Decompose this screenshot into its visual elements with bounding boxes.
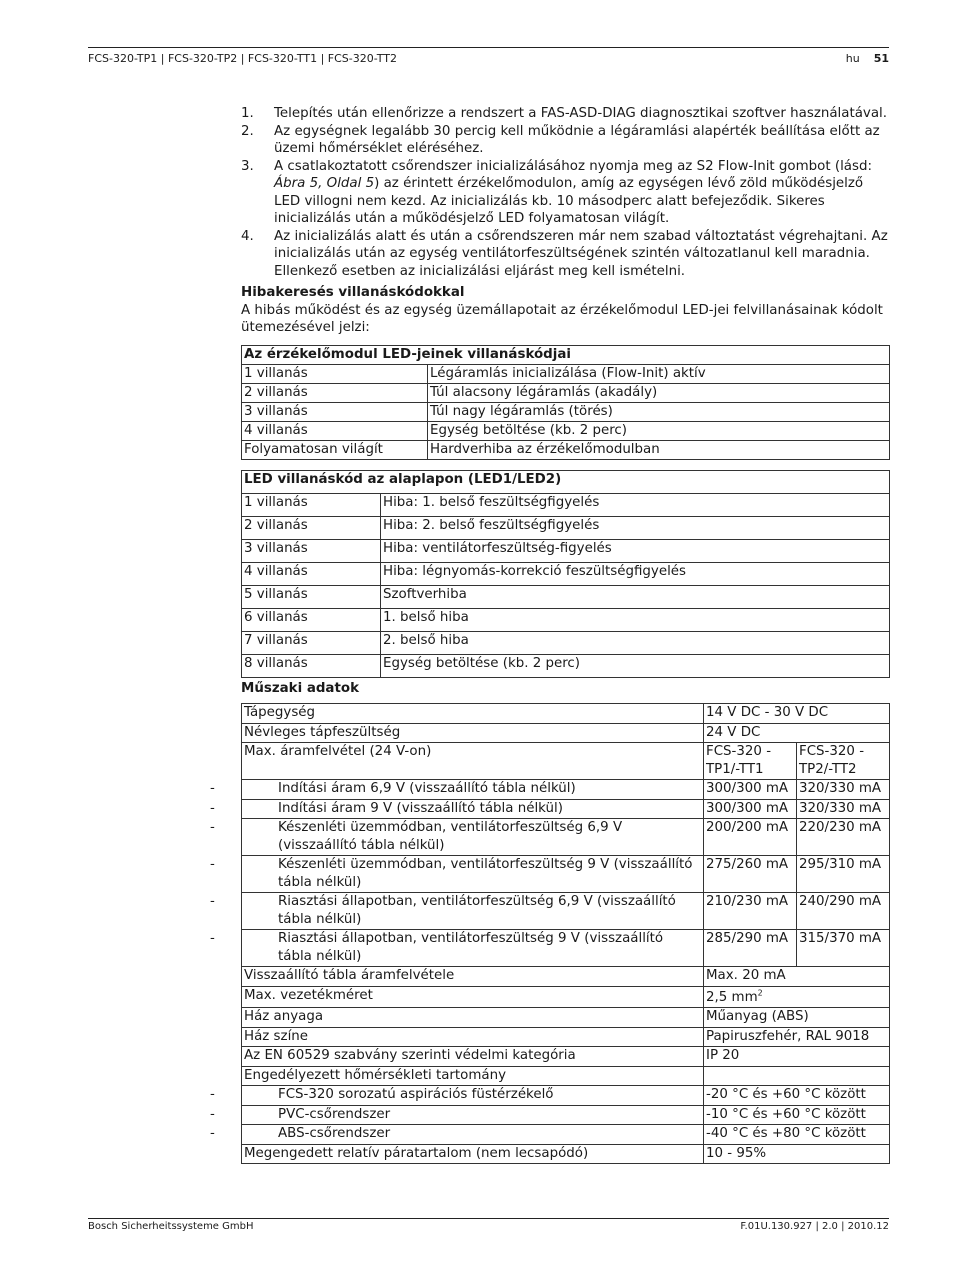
mainboard-led-table [241,470,890,678]
table-row: Tápegység 14 V DC - 30 V DC [242,704,890,724]
page-content [210,105,890,1164]
table-row: Visszaállító tábla áramfelvétele Max. 20 mA [242,967,890,987]
table-row: 8 villanás Egység betöltése (kb. 2 perc) [242,654,890,677]
footer-docref: F.01U.130.927 | 2.0 | 2010.12 [740,1221,889,1232]
table-row: - ABS-csőrendszer -40 °C és +80 °C között [242,1125,890,1145]
table-row: Névleges tápfeszültség 24 V DC [242,723,890,743]
table-row: Engedélyezett hőmérsékleti tartomány [242,1066,890,1086]
table-title: Az érzékelőmodul LED-jeinek villanáskódjai [242,345,890,364]
table-row: 7 villanás 2. belső hiba [242,631,890,654]
header-lang: hu [845,52,860,65]
list-item: 4. Az inicializálás alatt és után a csőrendszeren már nem szabad változtatást végrehajtani. Az inicializálás után az egység ventilátorfeszültségének szintén változatlanul kell maradnia. Ellenkező esetben az inicializálási eljárást meg kell ismételni. [241,228,888,279]
table-row: - Riasztási állapotban, ventilátorfeszültség 9 V (visszaállító tábla nélkül) 285/290 mA 315/370 mA [242,930,890,967]
table-row [242,345,890,364]
list-item: 3. A csatlakoztatott csőrendszer inicializálásához nyomja meg az S2 Flow-Init gombot (lásd: Ábra 5, Oldal 5) az érintett érzékelőmodulon, amíg az egységen lévő zöld működésjelző LED villogni nem kezd. Az inicializálás kb. 10 másodperc alatt befejeződik. Sikeres inicializálás után a működésjelző LED folyamatosan világít. [241,158,873,226]
table-row: - Indítási áram 9 V (visszaállító tábla nélkül) 300/300 mA 320/330 mA [242,799,890,819]
table-row: Az EN 60529 szabvány szerinti védelmi kategória IP 20 [242,1047,890,1067]
table-row: 3 villanás Hiba: ventilátorfeszültség-figyelés [242,539,890,562]
table-row: - Indítási áram 6,9 V (visszaállító tábla nélkül) 300/300 mA 320/330 mA [242,780,890,800]
table-row: 1 villanás Hiba: 1. belső feszültségfigyelés [242,493,890,516]
footer-company: Bosch Sicherheitssysteme GmbH [88,1221,254,1232]
table-row [242,470,890,493]
table-row: - Készenléti üzemmódban, ventilátorfeszültség 9 V (visszaállító tábla nélkül) 275/260 mA 295/310 mA [242,856,890,893]
table-row: 6 villanás 1. belső hiba [242,608,890,631]
section-heading: Műszaki adatok [241,680,359,696]
footer-rule [88,1218,889,1219]
page-header [88,52,889,66]
table-row: Max. áramfelvétel (24 V-on) FCS-320 -TP1/-TT1 FCS-320 -TP2/-TT2 [242,743,890,780]
table-row: 5 villanás Szoftverhiba [242,585,890,608]
table-row: 3 villanás Túl nagy légáramlás (törés) [242,402,890,421]
figure-reference: Ábra 5, Oldal 5 [274,176,375,191]
table-row: - Riasztási állapotban, ventilátorfeszültség 6,9 V (visszaállító tábla nélkül) 210/230 mA 240/290 mA [242,893,890,930]
section-heading: Hibakeresés villanáskódokkal [241,285,465,300]
table-row: Ház színe Papiruszfehér, RAL 9018 [242,1027,890,1047]
header-models: FCS-320-TP1 | FCS-320-TP2 | FCS-320-TT1 | FCS-320-TT2 [88,52,397,65]
table-row: 2 villanás Hiba: 2. belső feszültségfigyelés [242,516,890,539]
table-row: - FCS-320 sorozatú aspirációs füstérzékelő -20 °C és +60 °C között [242,1086,890,1106]
page-footer [88,1220,889,1234]
table-row: - Készenléti üzemmódban, ventilátorfeszültség 6,9 V (visszaállító tábla nélkül) 200/200 mA 220/230 mA [242,819,890,856]
table-row: 4 villanás Egység betöltése (kb. 2 perc) [242,421,890,440]
step-list [241,105,890,280]
list-item: 1. Telepítés után ellenőrizze a rendszert a FAS-ASD-DIAG diagnosztikai szoftver használatával. [241,106,888,121]
list-item: 2. Az egységnek legalább 30 percig kell működnie a légáramlási alapérték beállítása előtt az üzemi hőmérséklet eléréséhez. [241,123,880,156]
table-row: - PVC-csőrendszer -10 °C és +60 °C között [242,1105,890,1125]
table-row: Max. vezetékméret 2,5 $mm^2$ [242,986,890,1008]
table-row: Folyamatosan világít Hardverhiba az érzékelőmodulban [242,440,890,459]
page-number: 51 [873,52,889,65]
table-row: 4 villanás Hiba: légnyomás-korrekció feszültségfigyelés [242,562,890,585]
table-row: Megengedett relatív páratartalom (nem lecsapódó) 10 - 95% [242,1144,890,1164]
technical-data-table [210,703,890,1164]
table-row: Ház anyaga Műanyag (ABS) [242,1008,890,1028]
section-intro: A hibás működést és az egység üzemállapotait az érzékelőmodul LED-jei felvillanásainak kódolt ütemezésével jelzi: [241,302,883,335]
table-row: 2 villanás Túl alacsony légáramlás (akadály) [242,383,890,402]
table-row: 1 villanás Légáramlás inicializálása (Flow-Init) aktív [242,364,890,383]
header-rule [88,47,889,48]
table-title: LED villanáskód az alaplapon (LED1/LED2) [242,470,890,493]
sensor-led-table [241,345,890,460]
